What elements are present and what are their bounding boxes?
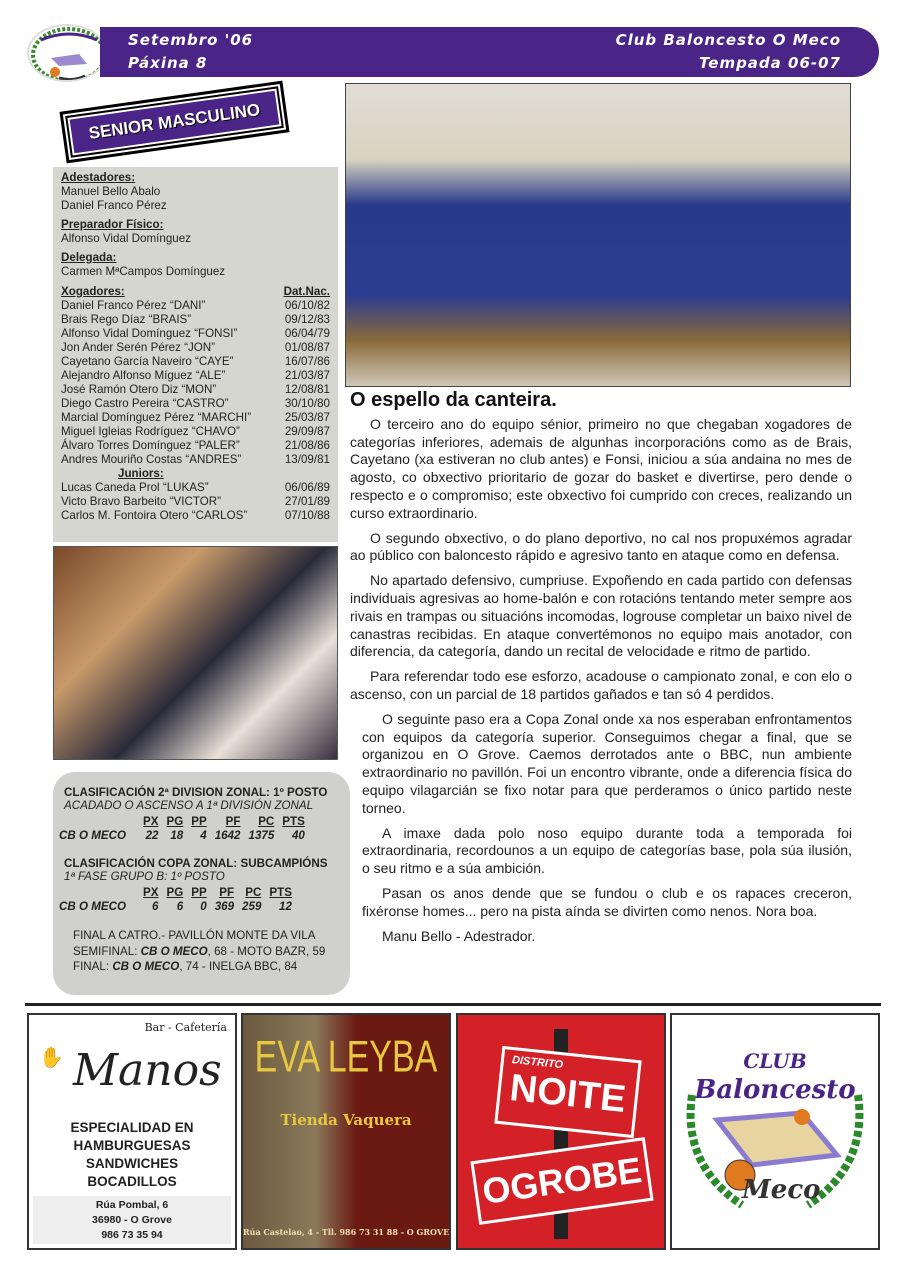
- player-dob: 06/06/89: [284, 481, 330, 494]
- column-header: PC: [245, 886, 262, 899]
- article-paragraph: Pasan os anos dende que se fundou o club e os rapaces creceron, fixéronse homes... pero na pista aínda se divirten como nenos. Nora boa.: [362, 884, 852, 919]
- player-dob: 06/10/82: [284, 299, 330, 312]
- team-photo: [345, 83, 851, 387]
- column-header: PTS: [282, 815, 305, 828]
- player-name: Victo Bravo Barbeito “VICTOR”: [61, 495, 222, 508]
- ad-eva-leyba[interactable]: [241, 1013, 451, 1250]
- article-paragraph: O seguinte paso era a Copa Zonal onde xa nos esperaban enfrontamentos con equipos da categoría superior. Conseguimos chegar a final, que se organizou en O Grove. Caemos derrotados ante o BBC, nun ambiente extraordinario no pavillón. Foi un encontro vibrante, onde a diferencia física do equipo vilagarcián se fixo notar para que perderamos o único partido neste torneo.: [362, 710, 852, 816]
- stat-cell: 6: [152, 900, 159, 913]
- staff-roster: [53, 167, 338, 542]
- section-badge: SENIOR MASCULINO: [59, 81, 289, 164]
- article-title: O espello da canteira.: [350, 389, 557, 411]
- player-row: [61, 369, 330, 383]
- player-name: Jon Ander Serén Pérez “JON”: [61, 341, 216, 354]
- player-name: Carlos M. Fontoira Otero “CARLOS”: [61, 509, 248, 522]
- cup-subtitle: 1ª FASE GRUPO B: 1º POSTO: [64, 870, 225, 883]
- column-header: PTS: [269, 886, 292, 899]
- page-number: Páxina 8: [128, 54, 208, 72]
- stat-cell: 12: [279, 900, 292, 913]
- player-row: [61, 481, 330, 495]
- final-result: FINAL: CB O MECO, 74 - INELGA BBC, 84: [73, 960, 298, 973]
- divider: [25, 1003, 881, 1006]
- player-dob: 21/03/87: [284, 369, 330, 382]
- player-dob: 06/04/79: [284, 327, 330, 340]
- players-label: Xogadores:: [61, 285, 125, 298]
- manos-address: Rúa Pombal, 6 36980 - O Grove 986 73 35 94: [33, 1196, 231, 1244]
- juniors-label: Juniors:: [118, 467, 164, 480]
- noite-sign: DISTRITO NOITE: [494, 1046, 641, 1138]
- stat-cell: 1375: [248, 829, 275, 842]
- article-paragraph: O terceiro ano do equipo sénior, primeiro no que chegaban xogadores de categorías inferiores, ademais de algunhas incorporacións como as de Brais, Cayetano (xa estiveran no club antes) e Fonsi, iniciou a súa andaina no mes de agosto, co obxectivo prioritario de gozar do basket e divertirse, pero dende o respecto e o compromiso; este obxectivo foi cumprido con creces, realizando un curso extraordinario.: [350, 415, 852, 521]
- player-name: Cayetano García Naveiro “CAYE”: [61, 355, 234, 368]
- column-header: PG: [166, 815, 184, 828]
- league-table: PX PG PP PF PC PTS CB O MECO 22 18 4 1642 1375 40: [59, 815, 309, 843]
- season: Tempada 06-07: [698, 54, 841, 72]
- player-name: Marcial Domínguez Pérez “MARCHI”: [61, 411, 252, 424]
- player-row: [61, 383, 330, 397]
- column-header: PG: [166, 886, 184, 899]
- delegate: Carmen MªCampos Domínguez: [61, 265, 226, 278]
- stat-cell: 18: [170, 829, 184, 842]
- header-band: [100, 27, 879, 77]
- column-header: PP: [191, 815, 207, 828]
- column-header: PC: [258, 815, 275, 828]
- player-dob: 16/07/86: [284, 355, 330, 368]
- classification-box: [53, 772, 350, 995]
- player-row: [61, 509, 330, 523]
- player-dob: 09/12/83: [284, 313, 330, 326]
- player-name: Brais Rego Díaz “BRAIS”: [61, 313, 192, 326]
- stat-cell: 369: [214, 900, 235, 913]
- article-paragraph: Para referendar todo ese esforzo, acadouse o campionato zonal, e con elo o ascenso, con un parcial de 18 partidos gañados e tan só 4 perdidos.: [350, 668, 852, 702]
- physical-trainer: Alfonso Vidal Domínguez: [61, 232, 191, 245]
- player-row: [61, 355, 330, 369]
- eva-leyba-tagline: Tienda Vaquera: [280, 1111, 412, 1129]
- player-row: [61, 397, 330, 411]
- column-header: PF: [219, 886, 235, 899]
- player-name: Alejandro Alfonso Míguez “ALE”: [61, 369, 226, 382]
- league-title: CLASIFICACIÓN 2ª DIVISION ZONAL: 1º POSTO: [64, 786, 328, 799]
- player-dob: 07/10/88: [284, 509, 330, 522]
- final-four-venue: FINAL A CATRO.- PAVILLÓN MONTE DA VILA: [73, 929, 316, 942]
- stat-cell: 259: [242, 900, 262, 913]
- hand-icon: ✋: [39, 1047, 64, 1069]
- player-name: Andres Mouriño Costas “ANDRES”: [61, 453, 242, 466]
- player-row: [61, 495, 330, 509]
- player-name: Alfonso Vidal Domínguez “FONSI”: [61, 327, 238, 340]
- stat-cell: 40: [291, 829, 305, 842]
- player-dob: 25/03/87: [284, 411, 330, 424]
- player-name: José Ramón Otero Diz “MON”: [61, 383, 217, 396]
- coach: Manuel Bello Abalo: [61, 185, 161, 198]
- player-dob: 01/08/87: [284, 341, 330, 354]
- stat-cell: 6: [176, 900, 184, 913]
- stat-cell: 4: [200, 829, 207, 842]
- player-row: [61, 425, 330, 439]
- player-name: Miguel Igleias Rodríguez “CHAVO”: [61, 425, 240, 438]
- player-name: Diego Castro Pereira “CASTRO”: [61, 397, 229, 410]
- column-header: PX: [143, 886, 159, 899]
- stat-cell: 22: [145, 829, 159, 842]
- ogrobe-sign: OGROBE: [470, 1137, 653, 1225]
- player-name: Lucas Caneda Prol “LUKAS”: [61, 481, 209, 494]
- league-subtitle: ACADADO O ASCENSO A 1ª DIVISIÓN ZONAL: [64, 799, 314, 812]
- club-name: Club Baloncesto O Meco: [615, 31, 841, 49]
- dob-label: Dat.Nac.: [283, 285, 330, 298]
- player-name: Daniel Franco Pérez “DANI”: [61, 299, 206, 312]
- player-row: [61, 341, 330, 355]
- eva-leyba-logo: EVA LEYBA: [254, 1032, 438, 1082]
- player-name: Álvaro Torres Domínguez “PALER”: [61, 439, 240, 452]
- column-header: PF: [225, 815, 241, 828]
- physical-trainer-label: Preparador Físico:: [61, 218, 164, 231]
- article-paragraph: Manu Bello - Adestrador.: [382, 927, 536, 944]
- issue-date: Setembro '06: [128, 31, 254, 49]
- article-paragraph: O segundo obxectivo, o do plano deportivo, no cal nos propuxémos agradar ao público con baloncesto rápido e agresivo tanto en ataque como en defensa.: [350, 529, 852, 564]
- player-dob: 27/01/89: [284, 495, 330, 508]
- semifinal-result: SEMIFINAL: CB O MECO, 68 - MOTO BAZR, 59: [73, 944, 326, 958]
- player-row: [61, 411, 330, 425]
- article: [350, 389, 852, 952]
- eva-leyba-address: Rúa Castelao, 4 - Tll. 986 73 31 88 - O GROVE: [243, 1227, 450, 1237]
- manos-tagline: Bar - Cafetería: [144, 1021, 227, 1034]
- column-header: PX: [143, 815, 159, 828]
- article-paragraph: A imaxe dada polo noso equipo durante toda a temporada foi extraordinaria, recordounos a un equipo de categorías base, pola súa ilusión, o seu ritmo e a súa ambición.: [362, 824, 852, 877]
- player-dob: 29/09/87: [284, 425, 330, 438]
- cup-title: CLASIFICACIÓN COPA ZONAL: SUBCAMPIÓNS: [64, 857, 328, 870]
- manos-logo: Manos: [73, 1045, 222, 1096]
- player-row: [61, 453, 330, 467]
- stat-cell: 1642: [214, 829, 241, 842]
- delegate-label: Delegada:: [61, 251, 117, 264]
- club-logo: [27, 24, 107, 82]
- stat-cell: 0: [200, 900, 207, 913]
- player-dob: 13/09/81: [284, 453, 330, 466]
- ad-distrito-noite[interactable]: [456, 1013, 666, 1250]
- team-huddle-photo: [53, 546, 338, 760]
- ad-manos[interactable]: Bar - Cafetería ✋ Manos ESPECIALIDAD EN HAMBURGUESAS SANDWICHES BOCADILLOS Rúa Pombal, 6 36980 - O Grove 986 73 35 94: [27, 1013, 237, 1250]
- player-dob: 12/08/81: [284, 383, 330, 396]
- player-dob: 21/08/86: [284, 439, 330, 452]
- ad-club-logo: CLUB Baloncesto Meco: [670, 1013, 880, 1250]
- player-row: [61, 313, 330, 327]
- player-dob: 30/10/80: [284, 397, 330, 410]
- article-paragraph: No apartado defensivo, cumpriuse. Expoñendo en cada partido con defensas individuais agresivas ao home-balón e con rotacións tentando meter sempre aos rivais en trampas ou situacións incomodas, logrouse completar un baixo nivel de canastras recibidas. En ataque convertémonos no equipo mais anotador, con diferencia, da categoría, dando un recital de velocidade e ritmo de partido.: [350, 572, 852, 660]
- player-row: [61, 439, 330, 453]
- player-row: [61, 299, 330, 313]
- player-row: [61, 327, 330, 341]
- cup-table: PX PG PP PF PC PTS CB O MECO 6 6 0 369 259 12: [59, 886, 296, 914]
- column-header: PP: [191, 886, 207, 899]
- coach: Daniel Franco Pérez: [61, 199, 167, 212]
- coaches-label: Adestadores:: [61, 171, 136, 184]
